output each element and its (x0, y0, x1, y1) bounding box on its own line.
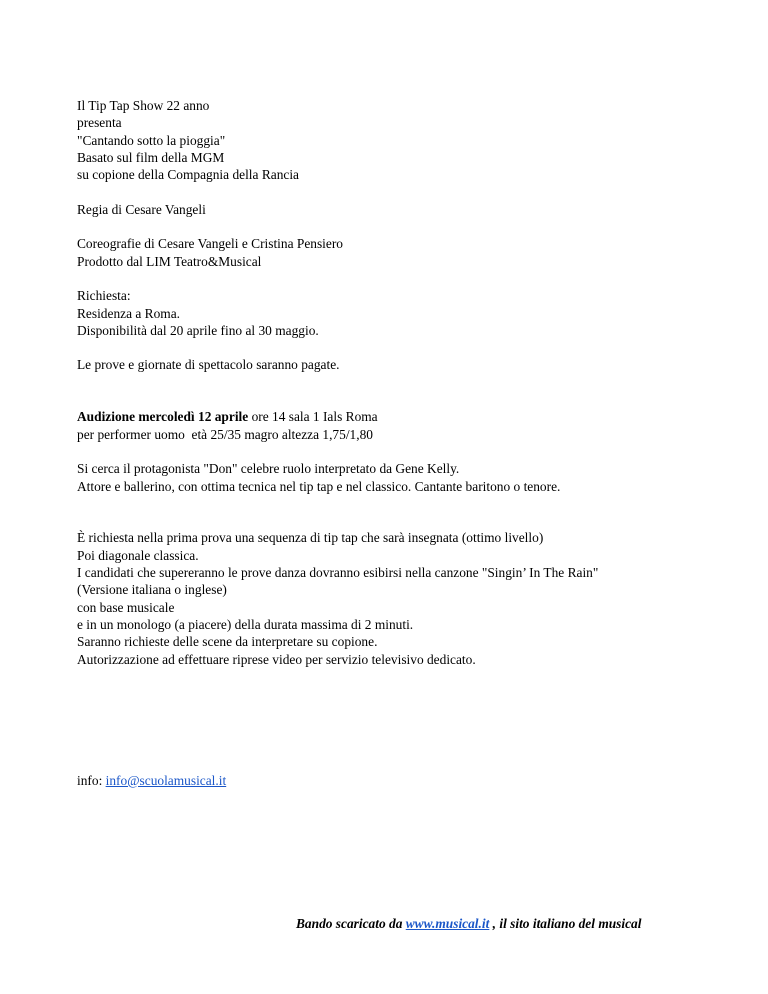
info-line (77, 772, 717, 789)
show-title: Il Tip Tap Show 22 anno (77, 98, 210, 113)
producer-line: Prodotto dal LIM Teatro&Musical (77, 253, 262, 269)
residence-line: Residenza a Roma. (77, 305, 180, 321)
backing-track-line: con base musicale (77, 599, 175, 615)
protagonist-skills-line: Attore e ballerino, con ottima tecnica nel tip tap e nel classico. Cantante baritono o tenore. (77, 478, 561, 494)
monologue-line: e in un monologo (a piacere) della durata massima di 2 minuti. (77, 616, 414, 632)
director-line: Regia di Cesare Vangeli (77, 201, 206, 217)
info-label: info: (77, 772, 106, 788)
based-on-line: Basato sul film della MGM (77, 149, 225, 165)
musical-title: "Cantando sotto la pioggia" (77, 132, 226, 148)
scenes-line: Saranno richieste delle scene da interpretare su copione. (77, 634, 378, 650)
performer-line: per performer uomo età 25/35 magro altezza 1,75/1,80 (77, 426, 373, 442)
presents-line: presenta (77, 115, 122, 131)
audition-line (77, 408, 717, 425)
version-line: (Versione italiana o inglese) (77, 582, 227, 598)
script-line: su copione della Compagnia della Rancia (77, 167, 299, 183)
footer-site-link[interactable]: www.musical.it (405, 916, 490, 931)
first-test-line: È richiesta nella prima prova una sequenza di tip tap che sarà insegnata (ottimo livello) (77, 530, 544, 546)
audition-date: Audizione mercoledì 12 aprile (77, 409, 249, 425)
footer-prefix: Bando scaricato da (296, 916, 406, 931)
availability-line: Disponibilità dal 20 aprile fino al 30 maggio. (77, 322, 319, 338)
requirements-title: Richiesta: (77, 288, 131, 304)
choreography-line: Coreografie di Cesare Vangeli e Cristina Pensiero (77, 236, 344, 252)
protagonist-line: Si cerca il protagonista "Don" celebre ruolo interpretato da Gene Kelly. (77, 461, 460, 477)
footer-suffix: , il sito italiano del musical (489, 916, 642, 931)
diagonal-line: Poi diagonale classica. (77, 547, 199, 563)
audition-details: ore 14 sala 1 Ials Roma (248, 409, 378, 425)
footer-credit (296, 915, 716, 932)
video-authorization-line: Autorizzazione ad effettuare riprese video per servizio televisivo dedicato. (77, 651, 476, 667)
payment-line: Le prove e giornate di spettacolo saranno pagate. (77, 357, 340, 373)
document-body (77, 97, 717, 789)
info-email-link[interactable]: info@scuolamusical.it (105, 772, 227, 788)
song-line: I candidati che supereranno le prove danza dovranno esibirsi nella canzone "Singin’ In The Rain" (77, 565, 599, 581)
